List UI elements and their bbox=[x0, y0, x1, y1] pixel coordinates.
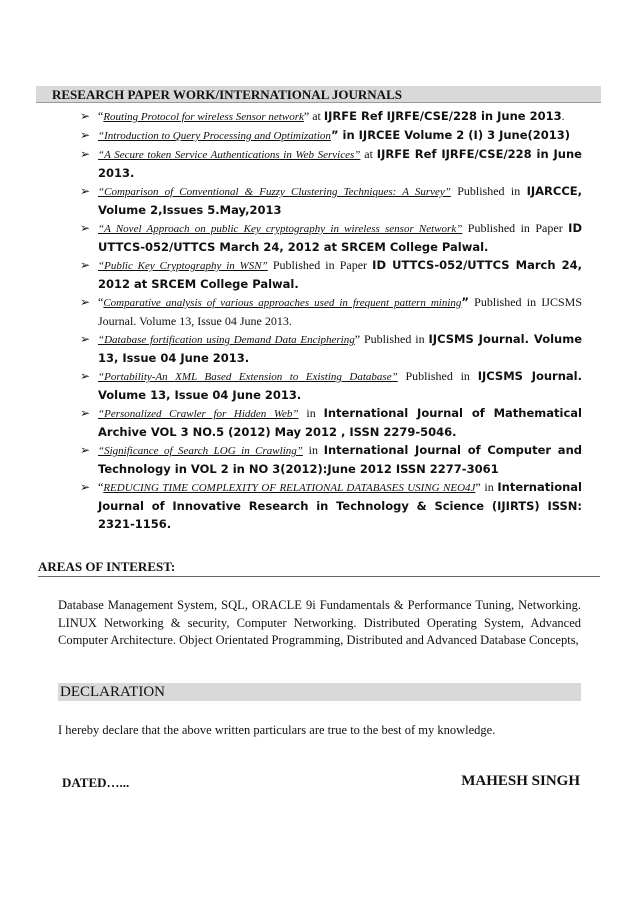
paper-pre: “ bbox=[98, 295, 104, 309]
paper-bold: IJRFE Ref IJRFE/CSE/228 in June 2013. bbox=[98, 147, 582, 180]
paper-item bbox=[80, 441, 582, 478]
paper-title: “A Novel Approach on public Key cryptography in wireless sensor Network” bbox=[98, 223, 463, 235]
paper-pre: “ bbox=[98, 480, 104, 494]
paper-bold: IJARCCE, Volume 2,Issues 5.May,2013 bbox=[98, 184, 582, 217]
paper-title: Comparative analysis of various approaches used in frequent pattern mining bbox=[103, 297, 462, 309]
bullet-arrow-icon: ➢ bbox=[80, 480, 91, 494]
paper-item bbox=[80, 404, 582, 441]
paper-mid: ” at bbox=[303, 109, 324, 123]
paper-item bbox=[80, 145, 582, 182]
paper-title: “A Secure token Service Authentications in Web Services” bbox=[98, 149, 361, 161]
paper-item bbox=[80, 107, 582, 126]
declaration-heading: DECLARATION bbox=[58, 683, 581, 701]
bullet-arrow-icon: ➢ bbox=[80, 147, 91, 161]
paper-title: “Personalized Crawler for Hidden Web” bbox=[98, 408, 299, 420]
paper-mid: Published in Paper bbox=[462, 221, 569, 235]
bullet-arrow-icon: ➢ bbox=[80, 258, 91, 272]
paper-title: REDUCING TIME COMPLEXITY OF RELATIONAL DATABASES USING NEO4J bbox=[103, 482, 476, 494]
bullet-arrow-icon: ➢ bbox=[80, 128, 91, 142]
bullet-arrow-icon: ➢ bbox=[80, 332, 91, 346]
paper-item bbox=[80, 182, 582, 219]
paper-bold: International Journal of Innovative Research in Technology & Science (IJIRTS) ISSN: 2321-1156. bbox=[98, 480, 582, 531]
paper-bold: International Journal of Computer and Technology in VOL 2 in NO 3(2012):June 2012 ISSN 2277-3061 bbox=[98, 443, 582, 476]
paper-mid: ” in bbox=[475, 480, 498, 494]
paper-bold: IJCSMS Journal. Volume 13, Issue 04 June 2013. bbox=[98, 332, 582, 365]
paper-bold: ID UTTCS-052/UTTCS March 24, 2012 at SRCEM College Palwal. bbox=[98, 258, 583, 291]
paper-mid: in bbox=[302, 443, 324, 457]
paper-bold: IJRFE Ref IJRFE/CSE/228 in June 2013 bbox=[323, 109, 562, 123]
paper-mid: Published in bbox=[450, 184, 527, 198]
paper-item bbox=[80, 293, 582, 330]
paper-item bbox=[80, 478, 582, 533]
bullet-arrow-icon: ➢ bbox=[80, 295, 91, 309]
paper-bold: ID UTTCS-052/UTTCS March 24, 2012 at SRCEM College Palwal. bbox=[98, 221, 582, 254]
paper-title: “Database fortification using Demand Data Enciphering bbox=[98, 334, 355, 346]
declaration-text: I hereby declare that the above written particulars are true to the best of my knowledge. bbox=[58, 723, 496, 737]
paper-bold: IJCSMS Journal. Volume 13, Issue 04 June 2013. bbox=[98, 369, 582, 402]
paper-title: Routing Protocol for wireless Sensor network bbox=[103, 111, 304, 123]
interest-heading: AREAS OF INTEREST: bbox=[38, 556, 600, 577]
bullet-arrow-icon: ➢ bbox=[80, 406, 91, 420]
paper-item bbox=[80, 126, 582, 145]
paper-item bbox=[80, 219, 582, 256]
bullet-arrow-icon: ➢ bbox=[80, 109, 91, 123]
papers-list bbox=[80, 107, 582, 533]
dated-label: DATED…... bbox=[62, 775, 130, 790]
paper-title: “Public Key Cryptography in WSN” bbox=[98, 260, 268, 272]
bullet-arrow-icon: ➢ bbox=[80, 443, 91, 457]
paper-pre: “ bbox=[98, 109, 104, 123]
paper-item bbox=[80, 330, 582, 367]
research-heading: RESEARCH PAPER WORK/INTERNATIONAL JOURNALS bbox=[36, 86, 601, 103]
paper-title: “Portability-An XML Based Extension to Existing Database” bbox=[98, 371, 398, 383]
paper-item bbox=[80, 367, 582, 404]
paper-bold: ” in IJRCEE Volume 2 (I) 3 June(2013) bbox=[330, 128, 571, 142]
paper-title: “Introduction to Query Processing and Optimization bbox=[98, 130, 331, 142]
paper-title: “Comparison of Conventional & Fuzzy Clustering Techniques: A Survey” bbox=[98, 186, 451, 198]
paper-item bbox=[80, 256, 582, 293]
bullet-arrow-icon: ➢ bbox=[80, 184, 91, 198]
signature-name: MAHESH SINGH bbox=[461, 773, 580, 789]
paper-mid: in bbox=[298, 406, 324, 420]
paper-bold: International Journal of Mathematical Archive VOL 3 NO.5 (2012) May 2012 , ISSN 2279-5046. bbox=[98, 406, 582, 439]
paper-mid: ” Published in bbox=[354, 332, 429, 346]
paper-mid: Published in Paper bbox=[267, 258, 373, 272]
paper-post: . bbox=[561, 109, 565, 123]
paper-title: “Significance of Search LOG in Crawling” bbox=[98, 445, 303, 457]
paper-mid: Published in bbox=[397, 369, 478, 383]
paper-bold: ” bbox=[461, 295, 469, 309]
interest-text: Database Management System, SQL, ORACLE 9i Fundamentals & Performance Tuning, Networking. LINUX Networking & security, Computer Networking. Distributed Operating System, Advanced Computer Architecture. Object Orientated Programming, Distributed and Advanced Database Concepts, bbox=[58, 598, 581, 647]
paper-mid: at bbox=[360, 147, 377, 161]
bullet-arrow-icon: ➢ bbox=[80, 221, 91, 235]
paper-post: Published in IJCSMS Journal. Volume 13, Issue 04 June 2013. bbox=[98, 295, 582, 328]
bullet-arrow-icon: ➢ bbox=[80, 369, 91, 383]
